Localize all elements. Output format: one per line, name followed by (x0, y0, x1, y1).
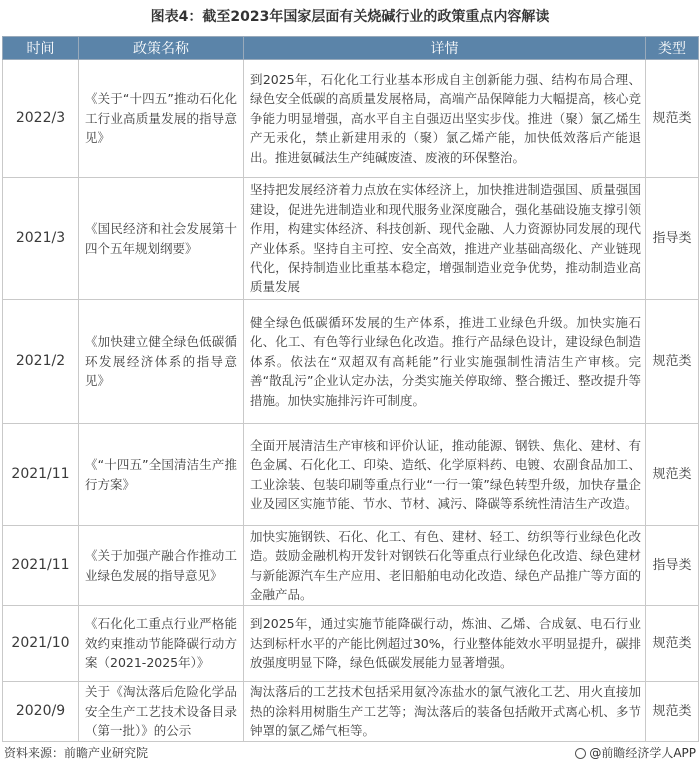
table-row (3, 60, 699, 178)
cell-time: 2020/9 (3, 682, 79, 742)
cell-time: 2021/11 (3, 526, 79, 606)
cell-policy-name: 《石化化工重点行业严格能效约束推动节能降碳行动方案（2021-2025年）》 (79, 606, 244, 682)
cell-policy-name: 《国民经济和社会发展第十四个五年规划纲要》 (79, 178, 244, 300)
cell-policy-name: 《“十四五”全国清洁生产推行方案》 (79, 424, 244, 526)
cell-detail: 加快实施钢铁、石化、化工、有色、建材、轻工、纺织等行业绿色化改造。鼓励金融机构开发针对钢铁石化等重点行业绿色化改造、绿色建材与新能源汽车生产应用、老旧船舶电动化改造、绿色产品推广等方面的金融产品。 (244, 526, 646, 606)
cell-type: 规范类 (646, 424, 699, 526)
brand-credit-label: @前瞻经济学人APP (589, 746, 696, 760)
cell-policy-name: 《关于“十四五”推动石化化工行业高质量发展的指导意见》 (79, 60, 244, 178)
cell-type: 规范类 (646, 606, 699, 682)
cell-time: 2021/10 (3, 606, 79, 682)
cell-type: 指导类 (646, 526, 699, 606)
cell-policy-name: 关于《淘汰落后危险化学品安全生产工艺技术设备目录（第一批）》的公示 (79, 682, 244, 742)
cell-type: 指导类 (646, 178, 699, 300)
column-header-policy-name: 政策名称 (79, 37, 244, 60)
cell-time: 2021/2 (3, 300, 79, 424)
brand-logo-icon (575, 748, 586, 759)
cell-detail: 健全绿色低碳循环发展的生产体系，推进工业绿色升级。加快实施石化、化工、有色等行业绿色化改造。推行产品绿色设计，建设绿色制造体系。依法在“双超双有高耗能”行业实施强制性清洁生产审核。完善“散乱污”企业认定办法，分类实施关停取缔、整合搬迁、整改提升等措施。加快实施排污许可制度。 (244, 300, 646, 424)
cell-time: 2021/3 (3, 178, 79, 300)
cell-detail: 到2025年，石化化工行业基本形成自主创新能力强、结构布局合理、绿色安全低碳的高质量发展格局，高端产品保障能力大幅提高，核心竞争能力明显增强，高水平自主自强迈出坚实步伐。推进（聚）氯乙烯生产无汞化，禁止新建用汞的（聚）氯乙烯产能，加快低效落后产能退出。推进氨碱法生产纯碱废渣、废液的环保整治。 (244, 60, 646, 178)
table-row (3, 606, 699, 682)
cell-time: 2021/11 (3, 424, 79, 526)
cell-time: 2022/3 (3, 60, 79, 178)
column-header-time: 时间 (3, 37, 79, 60)
brand-credit (575, 743, 696, 763)
table-header-row (3, 37, 699, 60)
cell-type: 规范类 (646, 300, 699, 424)
footer (4, 743, 696, 763)
table-row (3, 682, 699, 742)
cell-detail: 淘汰落后的工艺技术包括采用氨冷冻盐水的氯气液化工艺、用火直接加热的涂料用树脂生产工艺等；淘汰落后的装备包括敞开式离心机、多节钟罩的氯乙烯气柜等。 (244, 682, 646, 742)
column-header-type: 类型 (646, 37, 699, 60)
cell-policy-name: 《关于加强产融合作推动工业绿色发展的指导意见》 (79, 526, 244, 606)
column-header-detail: 详情 (244, 37, 646, 60)
cell-detail: 全面开展清洁生产审核和评价认证，推动能源、钢铁、焦化、建材、有色金属、石化化工、印染、造纸、化学原料药、电镀、农副食品加工、工业涂装、包装印刷等重点行业“一行一策”绿色转型升级，加快存量企业及园区实施节能、节水、节材、减污、降碳等系统性清洁生产改造。 (244, 424, 646, 526)
policy-table (2, 36, 699, 742)
cell-policy-name: 《加快建立健全绿色低碳循环发展经济体系的指导意见》 (79, 300, 244, 424)
table-row (3, 178, 699, 300)
table-row (3, 300, 699, 424)
cell-type: 规范类 (646, 682, 699, 742)
table-row (3, 424, 699, 526)
cell-type: 规范类 (646, 60, 699, 178)
source-note: 资料来源：前瞻产业研究院 (4, 746, 149, 760)
chart-title: 图表4：截至2023年国家层面有关烧碱行业的政策重点内容解读 (150, 9, 550, 25)
cell-detail: 坚持把发展经济着力点放在实体经济上，加快推进制造强国、质量强国建设，促进先进制造业和现代服务业深度融合，强化基础设施支撑引领作用，构建实体经济、科技创新、现代金融、人力资源协同发展的现代产业体系。坚持自主可控、安全高效，推进产业基础高级化、产业链现代化，保持制造业比重基本稳定，增强制造业竞争优势，推动制造业高质量发展 (244, 178, 646, 300)
cell-detail: 到2025年，通过实施节能降碳行动，炼油、乙烯、合成氨、电石行业达到标杆水平的产能比例超过30%，行业整体能效水平明显提升，碳排放强度明显下降，绿色低碳发展能力显著增强。 (244, 606, 646, 682)
table-row (3, 526, 699, 606)
